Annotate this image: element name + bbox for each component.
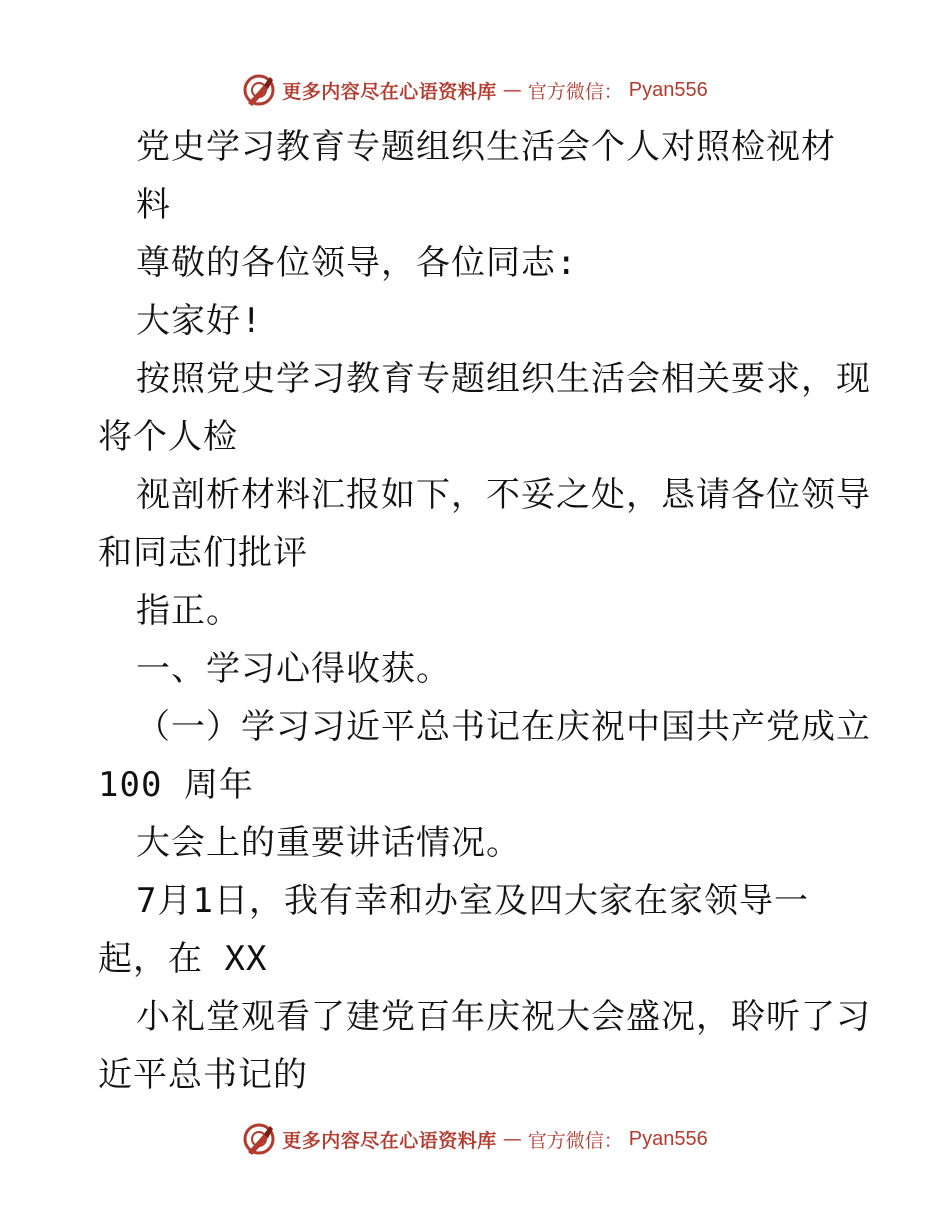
document-line: 视剖析材料汇报如下，不妥之处，恳请各位领导 — [136, 475, 871, 515]
banner-wechat-handle: Pyan556 — [628, 78, 708, 101]
document-line: （一）学习习近平总书记在庆祝中国共产党成立 — [136, 707, 871, 747]
header-watermark-banner — [0, 70, 950, 110]
document-line: 大会上的重要讲话情况。 — [136, 823, 521, 863]
document-line: 按照党史学习教育专题组织生活会相关要求，现 — [136, 359, 871, 399]
document-line: 近平总书记的 — [98, 1055, 308, 1095]
banner-dash: — — [502, 1128, 522, 1150]
banner-official-label: 官方微信： — [527, 80, 623, 103]
footer-watermark-banner — [0, 1119, 950, 1159]
document-line: 指正。 — [136, 591, 241, 631]
banner-wechat-handle: Pyan556 — [628, 1127, 708, 1150]
document-line: 小礼堂观看了建党百年庆祝大会盛况，聆听了习 — [136, 997, 871, 1037]
document-line: 料 — [136, 185, 171, 225]
banner-official-label: 官方微信： — [527, 1129, 623, 1152]
document-line: 起，在 XX — [98, 939, 268, 979]
banner-brand-text: 更多内容尽在心语资料库 — [282, 80, 497, 103]
document-line: 100 周年 — [98, 765, 254, 805]
banner-brand-text: 更多内容尽在心语资料库 — [282, 1129, 497, 1152]
document-line: 一、学习心得收获。 — [136, 649, 451, 689]
document-body — [98, 118, 871, 1104]
document-line: 党史学习教育专题组织生活会个人对照检视材 — [136, 127, 836, 167]
document-line: 7月1日，我有幸和办室及四大家在家领导一 — [136, 881, 809, 921]
document-line: 大家好! — [136, 301, 263, 341]
document-line: 尊敬的各位领导，各位同志: — [136, 243, 578, 283]
pen-logo-icon — [242, 1122, 276, 1156]
pen-logo-icon — [242, 73, 276, 107]
document-line: 将个人检 — [98, 417, 238, 457]
banner-dash: — — [502, 79, 522, 101]
document-line: 和同志们批评 — [98, 533, 308, 573]
